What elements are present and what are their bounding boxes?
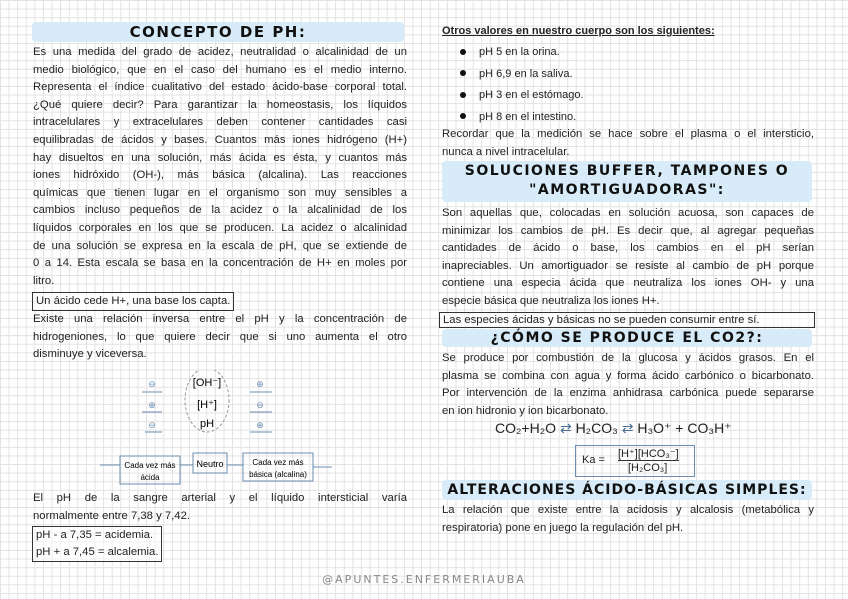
- buffer-title: SOLUCIONES BUFFER, TAMPONES O "AMORTIGUADORAS":: [442, 161, 812, 202]
- text-line: 0 a 14. Esta escala se basa en la concentración de H+ en moles por: [33, 257, 407, 270]
- acid-label-1: Cada vez más: [124, 461, 176, 470]
- values-heading: Otros valores en nuestro cuerpo son los siguientes:: [442, 25, 715, 37]
- ka-formula: Ka = [H⁺][HCO₃⁻] [H₂CO₃]: [575, 445, 695, 477]
- acidemia-range: pH - a 7,35 = acidemia.: [36, 529, 154, 541]
- text-line: contiene una especia ácida que neutraliza los iones OH- y una: [442, 277, 814, 290]
- equilibrium-arrow-icon: ⇄: [621, 420, 634, 436]
- equilibrium-arrow-icon: ⇄: [559, 420, 572, 436]
- acid-label-2: ácida: [140, 473, 160, 482]
- text-line: Recordar que la medición se hace sobre el plasma o el intersticio,: [442, 128, 814, 140]
- sign-right-3: ⊕: [256, 420, 264, 430]
- text-line: líquidos corporales en los que se producen. La acidez o alcalinidad: [33, 221, 407, 234]
- text-line: ¿Qué quiere decir? Para garantizar la homeostasis, los líquidos: [33, 98, 407, 111]
- h-concentration: [H⁺]: [197, 399, 217, 411]
- text-line: cambios incluso pequeños de la acidez o la alcalinidad de los: [33, 204, 407, 217]
- text-line: hidrogeniones, lo que quiere decir que si uno aumenta el otro: [33, 330, 407, 343]
- text-line: litro.: [33, 274, 55, 287]
- text-line: iones hidróxido (OH-), más básica (alcalina). Las reacciones: [33, 169, 407, 182]
- text-line: de una solución se expresa en la escala de pH, que se extiende de: [33, 239, 407, 252]
- basic-label-1: Cada vez más: [252, 458, 304, 467]
- alteraciones-title: ALTERACIONES ÁCIDO-BÁSICAS SIMPLES:: [442, 480, 812, 500]
- text-line: cantidades de ácido o base, los cambios en el pH serían: [442, 242, 814, 255]
- text-line: disminuye y viceversa.: [33, 348, 147, 361]
- text-line: equilibradas de ácidos y bases. Cuantos más iones hidrógeno (H+): [33, 133, 407, 146]
- concepto-ph-paragraph: [33, 44, 407, 290]
- text-line: medio biológico, que en el caso del humano es el medio interno.: [33, 63, 407, 76]
- list-item: pH 8 en el intestino.: [442, 107, 584, 129]
- ph-ranges-box: [32, 526, 162, 562]
- ph-diagram: [100, 370, 340, 490]
- text-line: Son aquellas que, colocadas en solución acuosa, son capaces de: [442, 207, 814, 219]
- bullet-icon: [460, 92, 466, 98]
- sign-right-1: ⊕: [256, 379, 264, 389]
- ph-label: pH: [199, 418, 215, 430]
- text-line: hay disueltos en una solución, más ácida es ésta, y cuantos más: [33, 151, 407, 164]
- text-line: intracelulares y extracelulares deben contener cantidades casi: [33, 116, 407, 129]
- text-line: La relación que existe entre la acidosis y alcalosis (metabólica y: [442, 504, 814, 516]
- ph-values-list: [442, 42, 584, 128]
- acid-base-note: Un ácido cede H+, una base los capta.: [32, 292, 234, 311]
- text-line: Se produce por combustión de la glucosa y ácidos grasos. En el: [442, 352, 814, 364]
- text-line: en ion hidronio y ion bicarbonato.: [442, 404, 609, 417]
- text-line: Por intervención de la enzima anhidrasa carbónica puede separarse: [442, 387, 814, 400]
- basic-label-2: básica (alcalina): [249, 470, 307, 479]
- co2-paragraph: [442, 350, 814, 420]
- text-line: plasma se combina con agua y forma ácido carbónico o bicarbonato.: [442, 369, 814, 382]
- buffer-note: Las especies ácidas y básicas no se pueden consumir entre sí.: [439, 312, 815, 328]
- sign-left-3: ⊖: [148, 420, 156, 430]
- text-line: El pH de la sangre arterial y el líquido intersticial varía: [33, 492, 407, 504]
- alteraciones-paragraph: [442, 502, 814, 537]
- text-line: especie básica que neutraliza los iones H+.: [442, 294, 660, 307]
- text-line: Es una medida del grado de acidez, neutralidad o alcalinidad de un: [33, 46, 407, 58]
- bullet-icon: [460, 113, 466, 119]
- author-watermark: @APUNTES.ENFERMERIAUBA: [322, 573, 526, 586]
- buffer-paragraph: [442, 205, 814, 311]
- text-line: nunca a nivel intracelular.: [442, 145, 570, 158]
- oh-concentration: [OH⁻]: [192, 377, 222, 389]
- text-line: Representa el índice cualitativo del estado ácido-base corporal total.: [33, 81, 407, 94]
- sign-right-2: ⊖: [256, 400, 264, 410]
- list-item: pH 6,9 en la saliva.: [442, 64, 584, 86]
- concepto-ph-title: CONCEPTO DE PH:: [32, 22, 404, 42]
- text-line: químicas que tienen lugar en el organismo son muy sensibles a: [33, 186, 407, 199]
- bullet-icon: [460, 49, 466, 55]
- sign-left-1: ⊖: [148, 379, 156, 389]
- co2-title: ¿CÓMO SE PRODUCE EL CO2?:: [442, 329, 812, 347]
- sign-left-2: ⊕: [148, 400, 156, 410]
- inverse-relation-paragraph: [33, 311, 407, 364]
- bullet-icon: [460, 70, 466, 76]
- reminder-paragraph: [442, 126, 814, 161]
- list-item: pH 5 en la orina.: [442, 42, 584, 64]
- text-line: normalmente entre 7,38 y 7,42.: [33, 509, 190, 522]
- neutral-label: Neutro: [196, 459, 224, 469]
- text-line: minimizar los cambios de pH. Es decir que, al agregar pequeñas: [442, 224, 814, 237]
- list-item: pH 3 en el estómago.: [442, 85, 584, 107]
- text-line: inapreciables. Un amortiguador se resiste al cambio de pH porque: [442, 259, 814, 272]
- text-line: Existe una relación inversa entre el pH y la concentración de: [33, 313, 407, 325]
- alcalemia-range: pH + a 7,45 = alcalemia.: [36, 546, 159, 558]
- co2-equation: CO₂+H₂O ⇄ H₂CO₃ ⇄ H₃O⁺ + CO₃H⁺: [495, 420, 732, 436]
- text-line: respiratoria) pone en juego la regulación del pH.: [442, 521, 684, 534]
- blood-ph-paragraph: [33, 490, 407, 525]
